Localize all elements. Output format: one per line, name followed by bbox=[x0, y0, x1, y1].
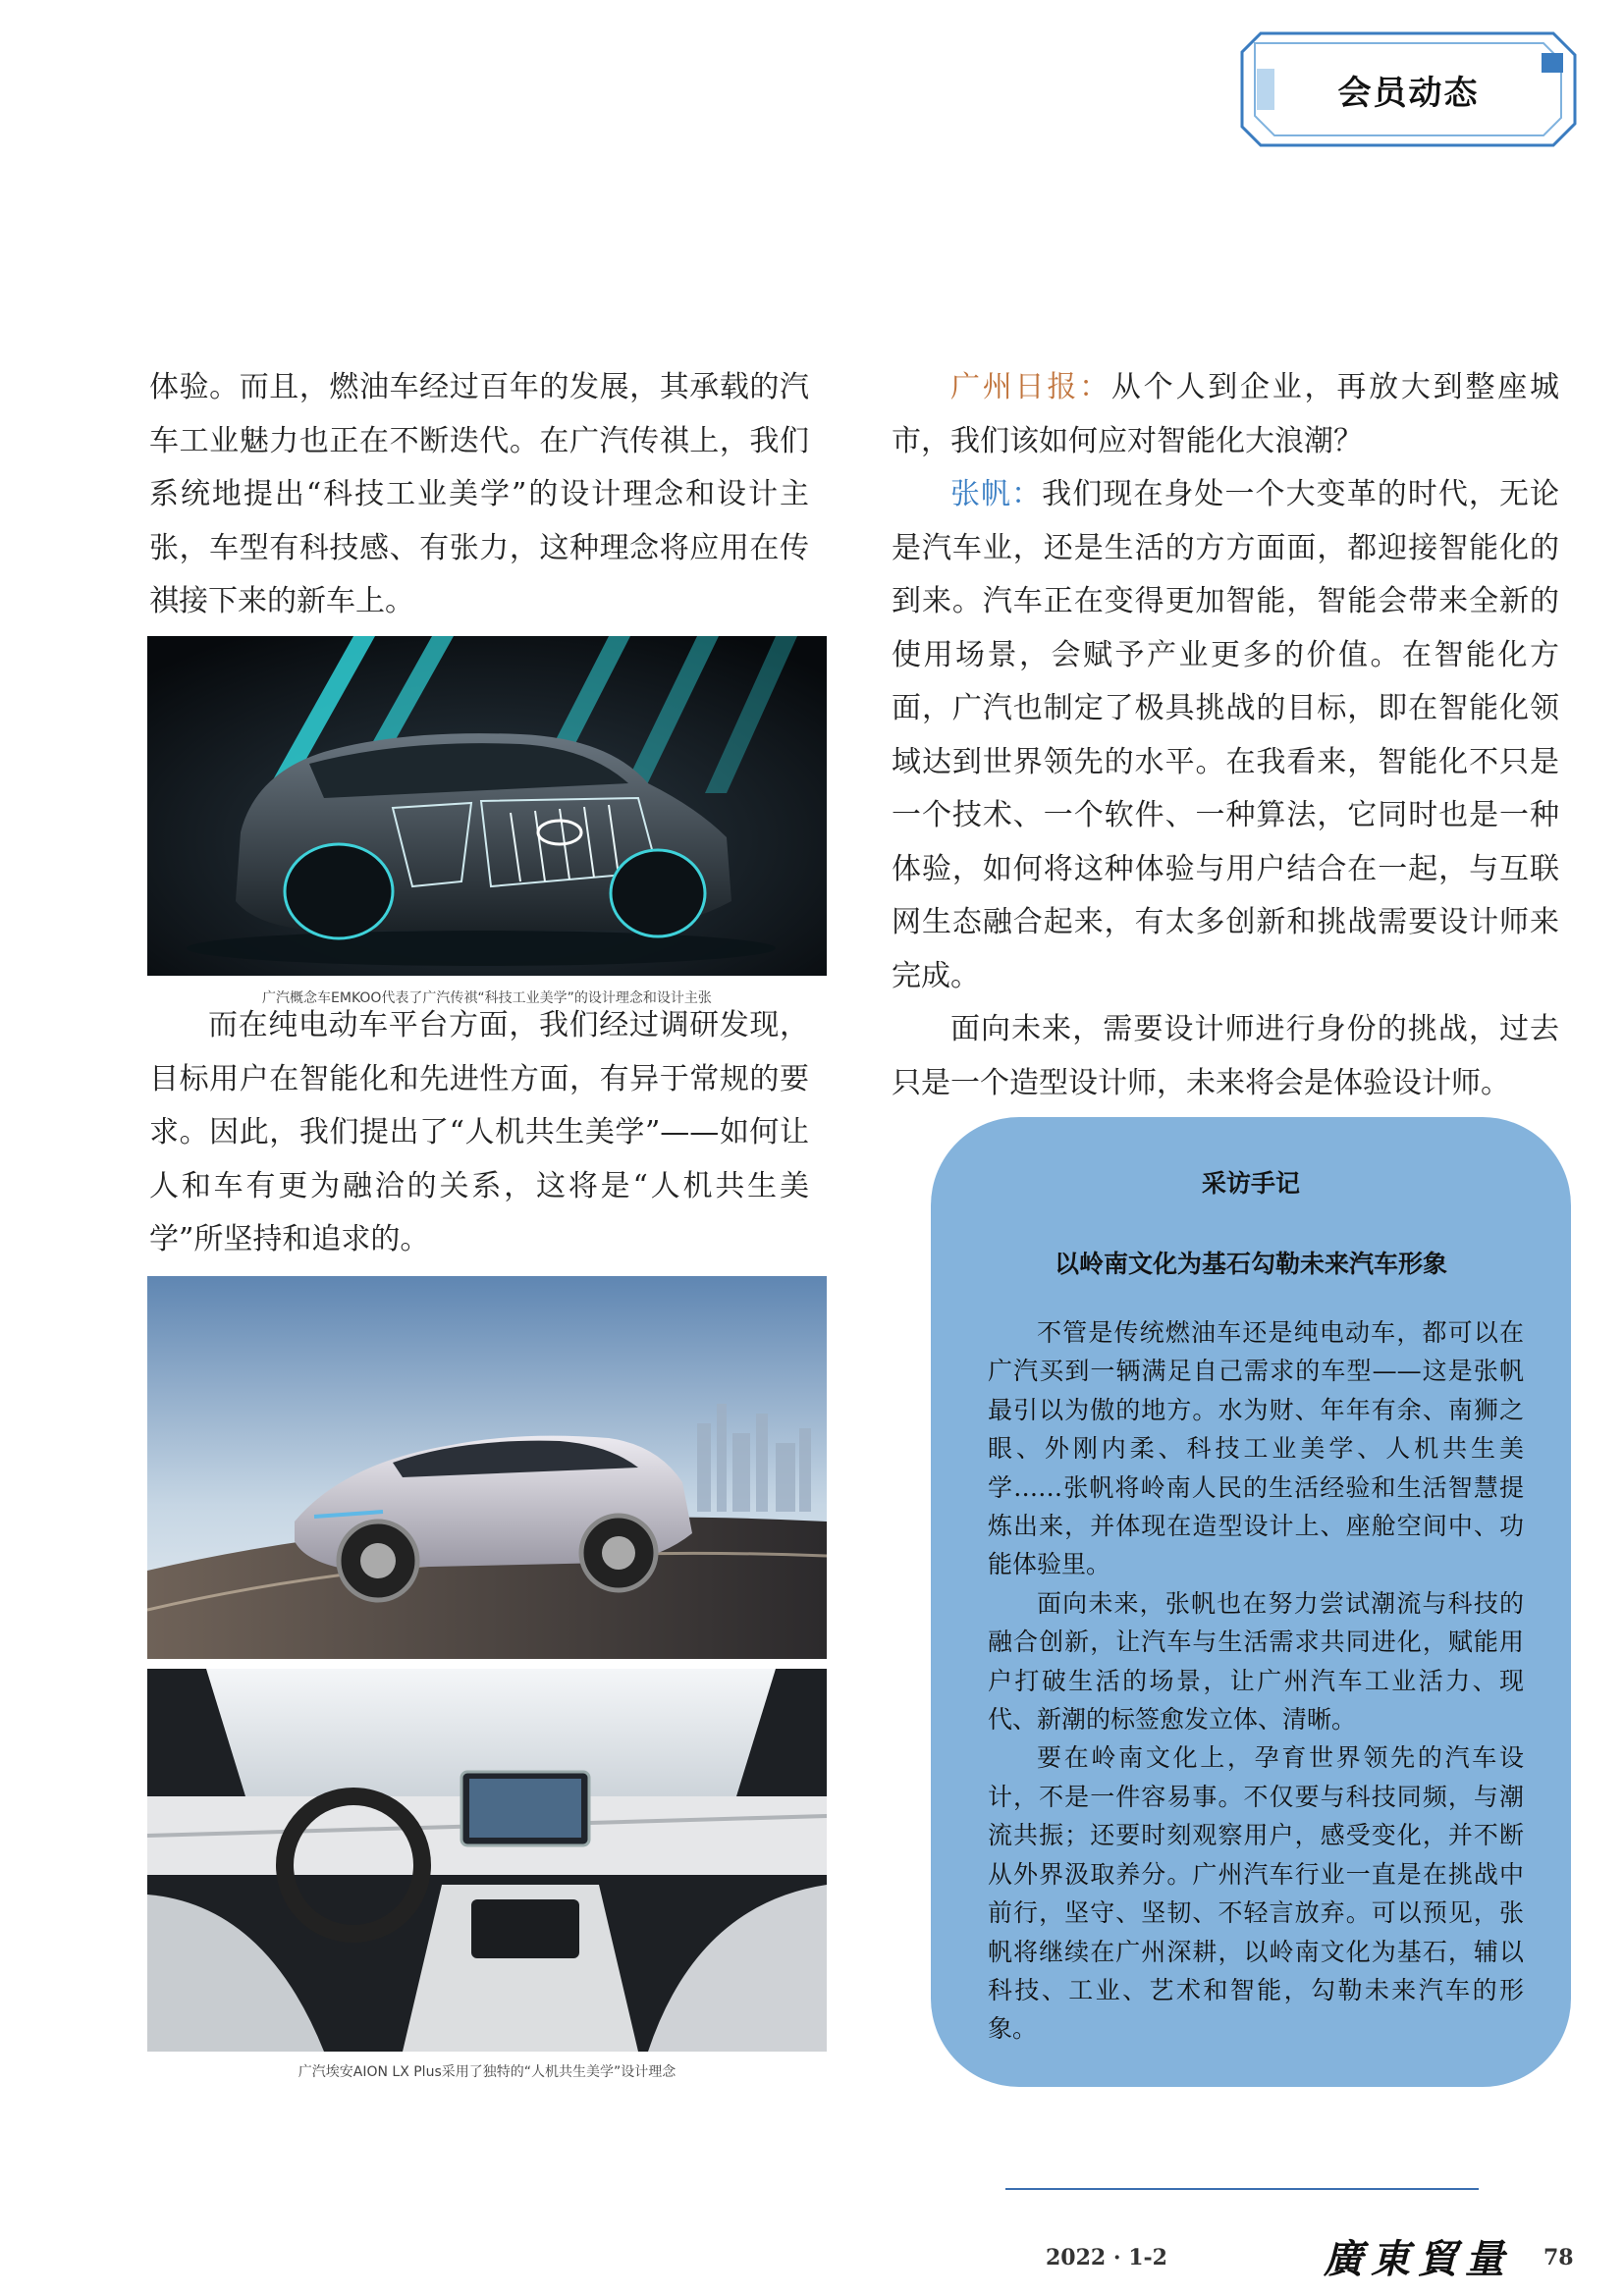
notes-paragraph-2: 面向未来，张帆也在努力尝试潮流与科技的融合创新，让汽车与生活需求共同进化，赋能用户打破生活的场景，让广州汽车工业活力、现代、新潮的标签愈发立体、清晰。 bbox=[988, 1588, 1524, 1735]
photo-ev-interior bbox=[147, 1669, 827, 2052]
left-column-bottom bbox=[149, 999, 809, 1267]
section-label: 会员动态 bbox=[1337, 73, 1480, 113]
left-paragraph-1: 体验。而且，燃油车经过百年的发展，其承载的汽车工业魅力也正在不断迭代。在广汽传祺上，我们系统地提出“科技工业美学”的设计理念和设计主张，车型有科技感、有张力，这种理念将应用在传祺接下来的新车上。 bbox=[149, 370, 809, 618]
footer-divider bbox=[1005, 2188, 1479, 2190]
section-badge bbox=[1239, 29, 1578, 149]
magazine-logo: 廣東貿量 bbox=[1324, 2236, 1512, 2282]
photo-concept-car bbox=[147, 636, 827, 976]
speaker-guangzhou-daily: 广州日报： bbox=[950, 370, 1111, 404]
photo-caption-2: 广汽埃安AION LX Plus采用了独特的“人机共生美学”设计理念 bbox=[298, 2064, 677, 2080]
answer-paragraph bbox=[892, 468, 1559, 1003]
answer-text: 我们现在身处一个大变革的时代，无论是汽车业，还是生活的方方面面，都迎接智能化的到来。汽车正在变得更加智能，智能会带来全新的使用场景，会赋予产业更多的价值。在智能化方面，广汽也制定了极具挑战的目标，即在智能化领域达到世界领先的水平。在我看来，智能化不只是一个技术、一个软件、一种算法，它同时也是一种体验，如何将这种体验与用户结合在一起，与互联网生态融合起来，有太多创新和挑战需要设计师来完成。 bbox=[892, 477, 1560, 993]
left-paragraph-2: 而在纯电动车平台方面，我们经过调研发现，目标用户在智能化和先进性方面，有异于常规的要求。因此，我们提出了“人机共生美学”——如何让人和车有更为融洽的关系，这将是“人机共生美学”所坚持和追求的。 bbox=[149, 1008, 809, 1256]
notes-title: 采访手记 bbox=[1201, 1169, 1300, 1198]
speaker-zhang-fan: 张帆： bbox=[950, 477, 1043, 511]
right-column bbox=[892, 361, 1559, 1110]
left-column-top bbox=[149, 361, 809, 629]
issue-date: 2022 · 1-2 bbox=[1046, 2245, 1167, 2270]
notes-paragraph-3: 要在岭南文化上，孕育世界领先的汽车设计，不是一件容易事。不仅要与科技同频，与潮流共振；还要时刻观察用户，感受变化，并不断从外界汲取养分。广州汽车行业一直是在挑战中前行，坚守、坚韧、不轻言放弃。可以预见，张帆将继续在广州深耕，以岭南文化为基石，辅以科技、工业、艺术和智能，勾勒未来汽车的形象。 bbox=[988, 1743, 1524, 2044]
answer-paragraph-2: 面向未来，需要设计师进行身份的挑战，过去只是一个造型设计师，未来将会是体验设计师。 bbox=[892, 1012, 1559, 1100]
photo-caption-1: 广汽概念车EMKOO代表了广汽传祺“科技工业美学”的设计理念和设计主张 bbox=[262, 990, 712, 1006]
question-text: 从个人到企业，再放大到整座城市，我们该如何应对智能化大浪潮？ bbox=[892, 370, 1560, 458]
notes-paragraph-1: 不管是传统燃油车还是纯电动车，都可以在广汽买到一辆满足自己需求的车型——这是张帆最引以为傲的地方。水为财、年年有余、南狮之眼、外刚内柔、科技工业美学、人机共生美学……张帆将岭南人民的生活经验和生活智慧提炼出来，并体现在造型设计上、座舱空间中、功能体验里。 bbox=[988, 1318, 1524, 1579]
page-number: 78 bbox=[1543, 2245, 1574, 2270]
question-paragraph bbox=[892, 361, 1559, 468]
interview-notes-box bbox=[931, 1117, 1571, 2087]
photo-ev-exterior bbox=[147, 1276, 827, 1659]
notes-body bbox=[988, 1313, 1524, 2049]
notes-subtitle: 以岭南文化为基石勾勒未来汽车形象 bbox=[1054, 1250, 1447, 1278]
